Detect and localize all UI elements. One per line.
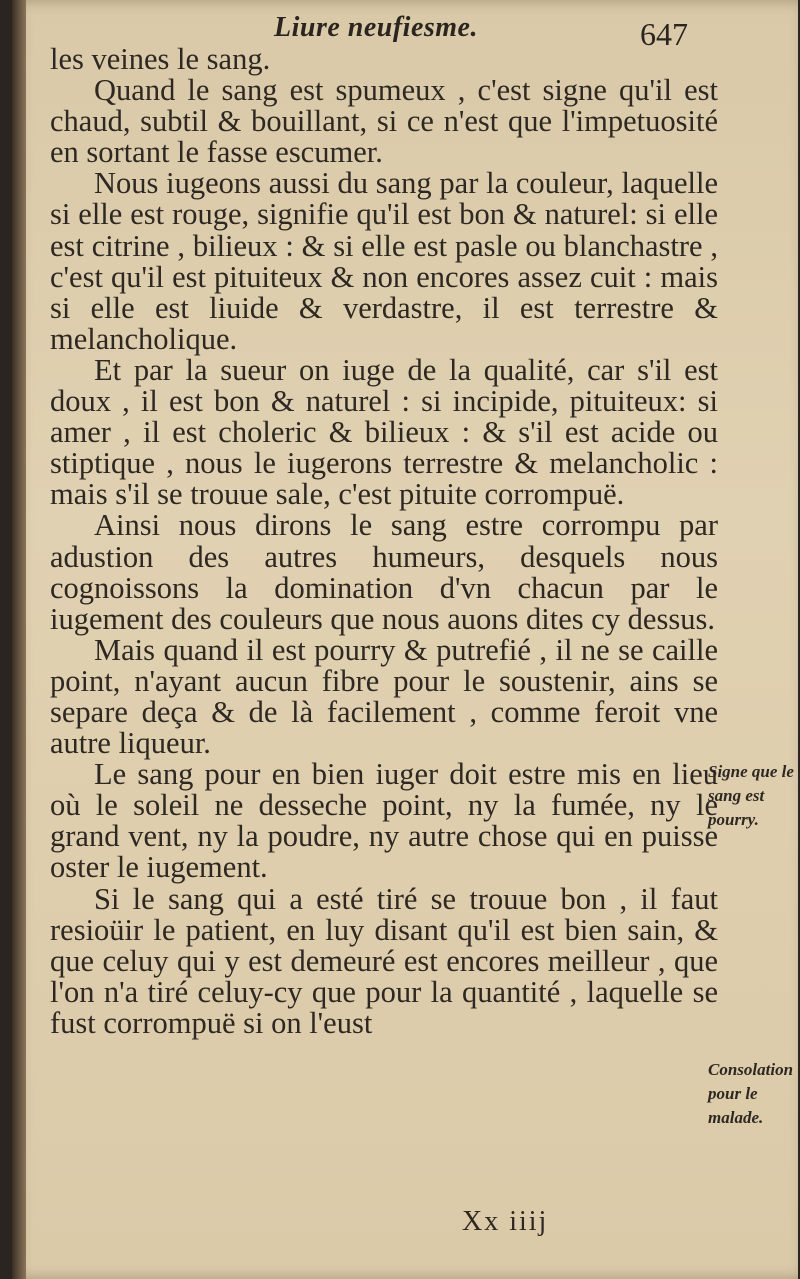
- margin-note: Signe que le sang est pourry.: [708, 762, 794, 829]
- body-text: [50, 44, 718, 1039]
- paragraph: les veines le sang.: [50, 42, 271, 76]
- paragraph: Mais quand il est pourry & putrefié , il ne se caille point, n'ayant aucun fibre pour le soustenir, ains se separe deça & de là facilement , comme feroit vne autre liqueur.: [50, 632, 718, 761]
- paragraph: Ainsi nous dirons le sang estre corrompu par adustion des autres humeurs, desquels nous cognoissons la domination d'vn chacun par le iugement des couleurs que nous auons dites cy dessus.: [50, 508, 718, 636]
- book-gutter: [12, 0, 26, 1279]
- running-head: Liure neufiesme.: [274, 12, 478, 43]
- page-number: 647: [640, 16, 688, 52]
- paragraph: Et par la sueur on iuge de la qualité, car s'il est doux , il est bon & naturel : si incipide, pituiteux: si amer , il est choleric & bilieux : & s'il est acide ou stiptique , nous le iugerons terrestre & melancholic : mais s'il se trouue sale, c'est pituite corrompuë.: [50, 352, 718, 512]
- paragraph: Nous iugeons aussi du sang par la couleur, laquelle si elle est rouge, signifie qu'il est bon & naturel: si elle est citrine , bilieux : & si elle est pasle ou blanchastre , c'est qu'il est pituiteux & non encores assez cuit : mais si elle est liuide & verdastre, il est terrestre & melancholique.: [50, 166, 718, 356]
- book-page: [12, 0, 798, 1279]
- margin-note: Consolation pour le malade.: [708, 1060, 794, 1127]
- paragraph: Quand le sang est spumeux , c'est signe qu'il est chaud, subtil & bouillant, si ce n'est que l'impetuosité en sortant le fasse escumer.: [50, 73, 718, 170]
- paragraph: Le sang pour en bien iuger doit estre mis en lieu où le soleil ne desseche point, ny la fumée, ny le grand vent, ny la poudre, ny autre chose qui en puisse oster le iugement.: [50, 757, 718, 885]
- signature-mark: Xx iiij: [462, 1206, 549, 1237]
- paragraph: Si le sang qui a esté tiré se trouue bon , il faut resioüir le patient, en luy disant qu'il est bien sain, & que celuy qui y est demeuré est encores meilleur , que l'on n'a tiré celuy-cy que pour la quantité , laquelle se fust corrompuë si on l'eust: [50, 881, 718, 1040]
